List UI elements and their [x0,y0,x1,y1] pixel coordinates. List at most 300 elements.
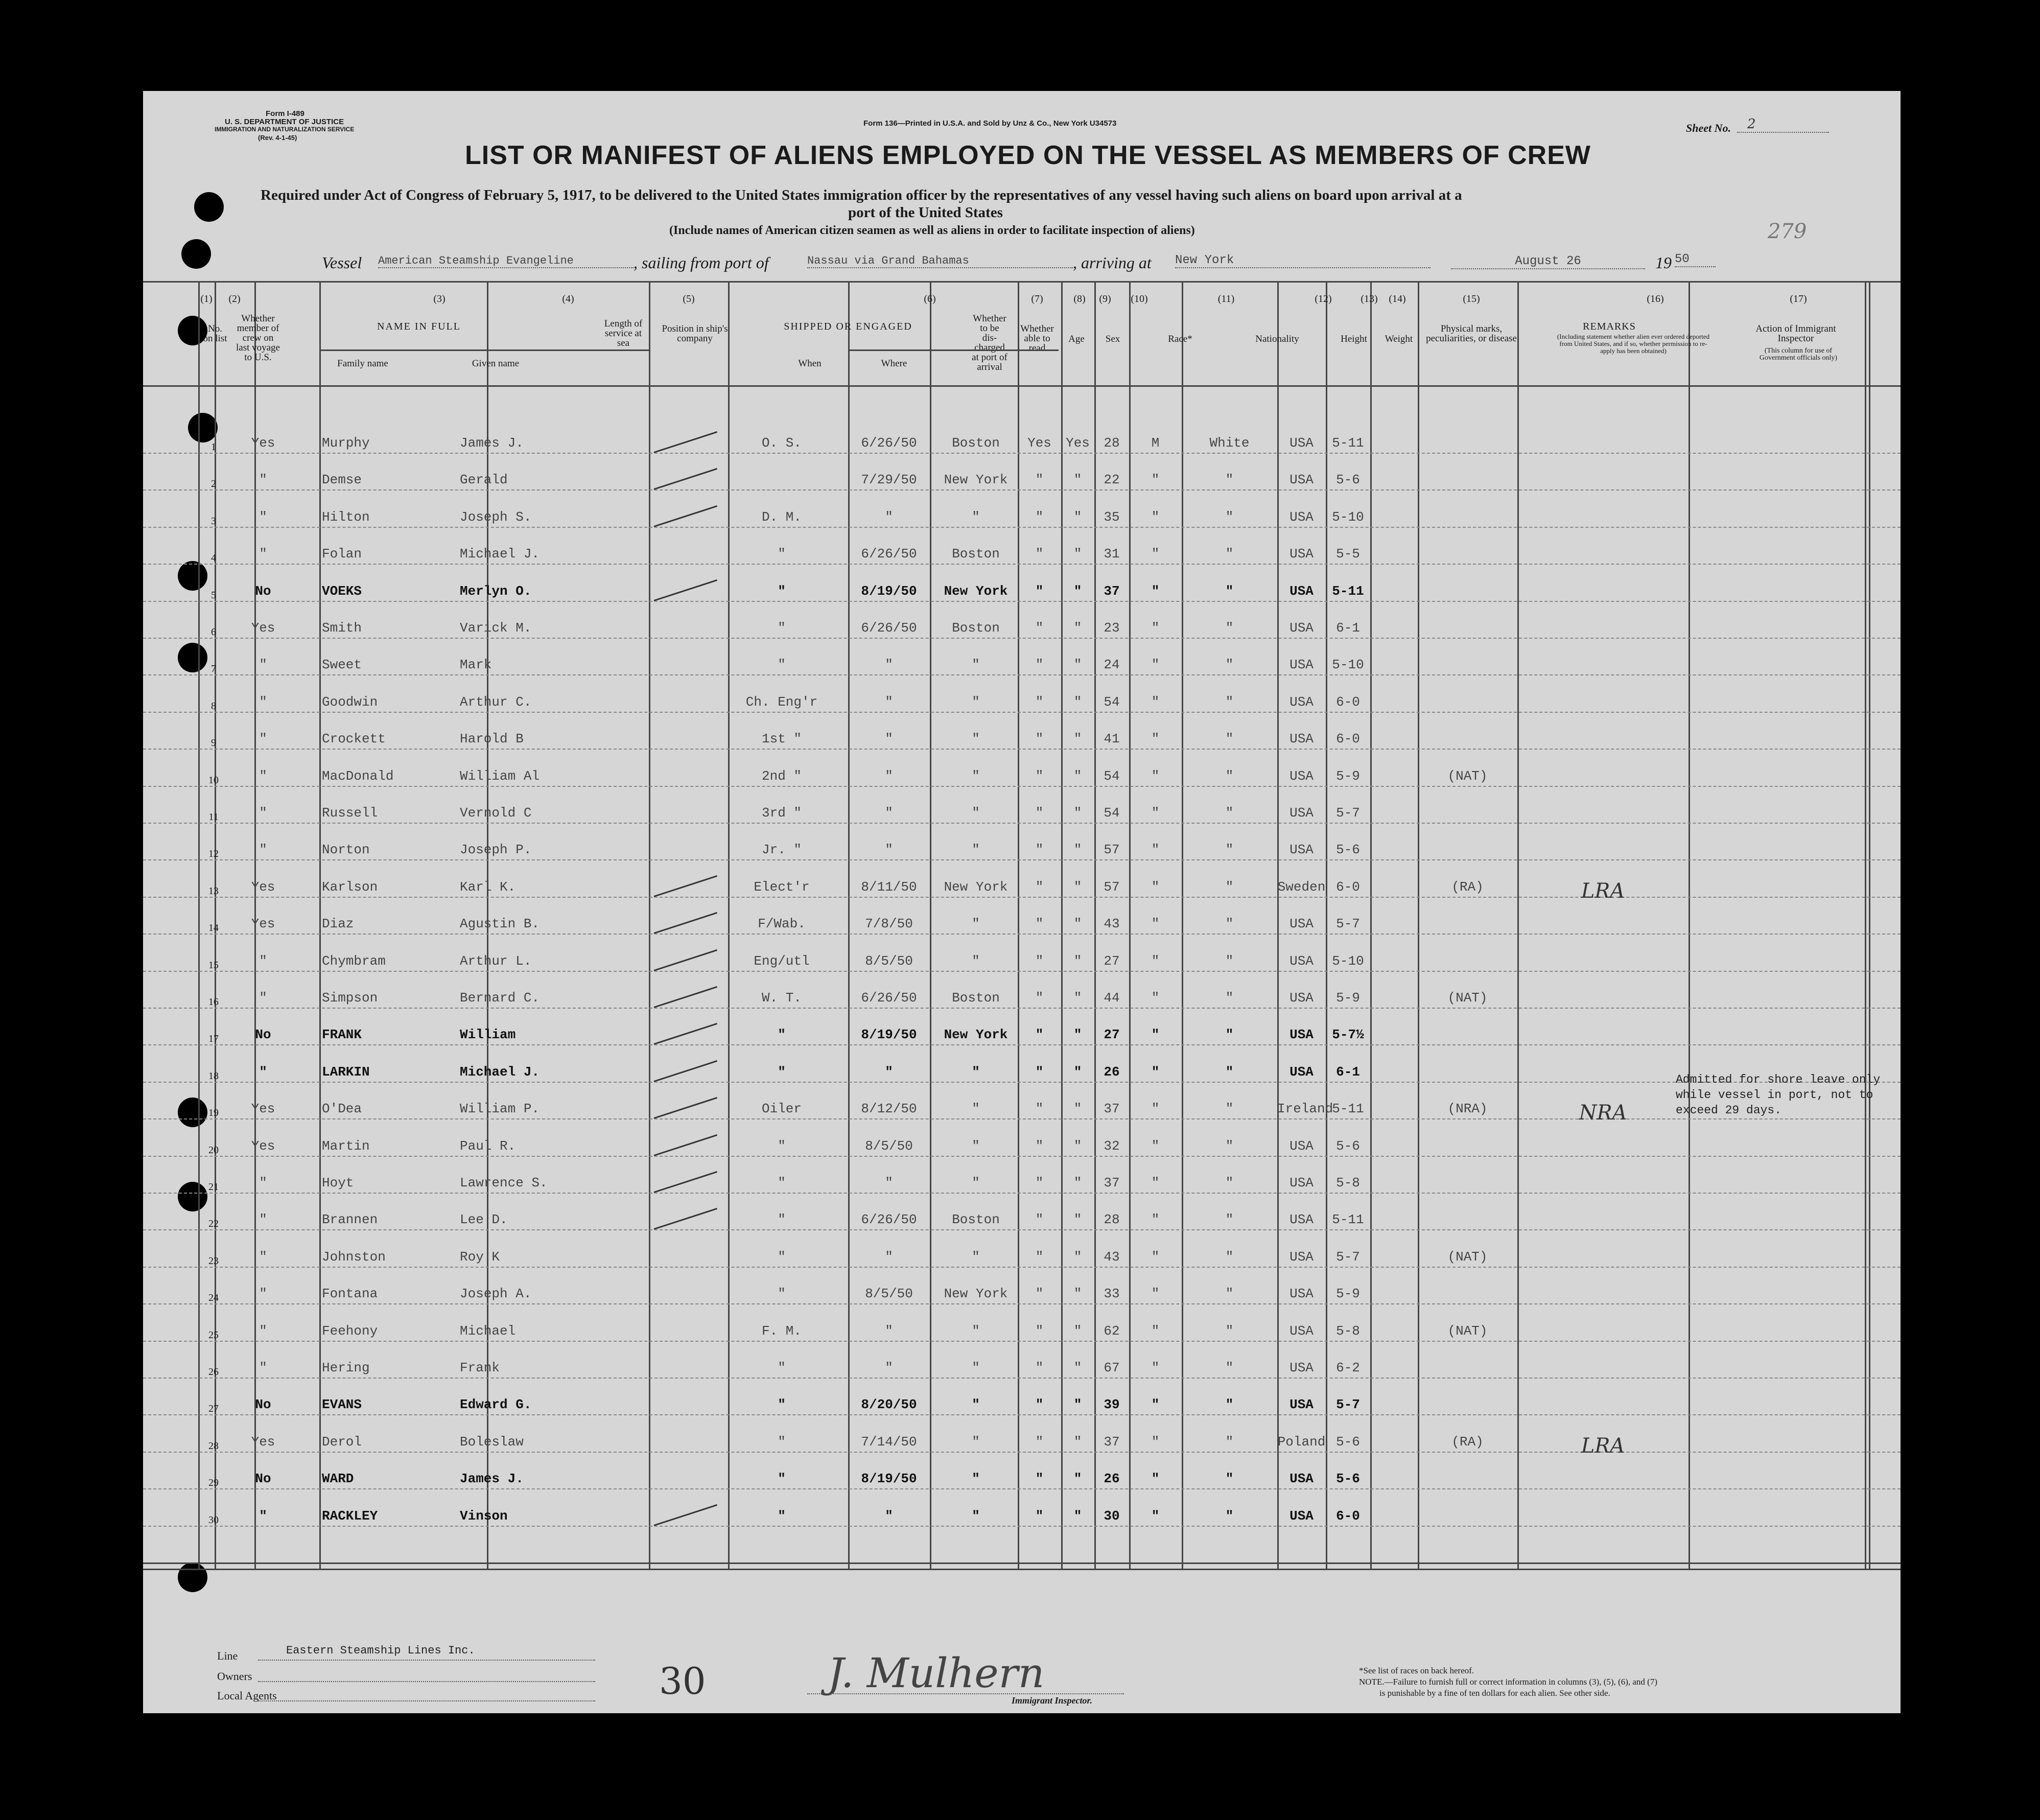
arriving-port: New York [1175,253,1431,268]
cell-pos: " [778,1249,786,1265]
cell-disch: " [1035,1175,1044,1191]
cell-age: 31 [1104,546,1120,562]
cell-height: 5-9 [1336,1286,1360,1302]
cell-disch: " [1035,472,1044,488]
owners-label: Owners [217,1670,252,1683]
cell-no: 1 [211,441,216,453]
cell-nat: USA [1289,509,1314,525]
cell-read: " [1073,1360,1082,1375]
cell-when: 8/19/50 [861,583,917,599]
cell-height: 5-11 [1332,435,1364,451]
cell-nat: USA [1289,768,1314,784]
cell-nat: USA [1289,1397,1314,1413]
cell-height: 6-1 [1336,620,1360,636]
cell-nat: USA [1289,620,1314,636]
cell-given: James J. [460,435,524,451]
cell-sex: " [1151,731,1160,747]
cell-prev: " [259,768,267,784]
cell-prev: Yes [251,1434,275,1450]
cell-nat: USA [1289,472,1314,488]
cell-nat: Poland [1277,1434,1326,1450]
year-prefix: 19 [1655,253,1672,272]
cell-given: James J. [460,1471,524,1487]
cell-when: 8/11/50 [861,879,917,895]
cell-nat: USA [1289,1212,1314,1228]
cell-nat: USA [1289,1064,1314,1080]
cell-disch: " [1035,1249,1044,1265]
cell-no: 3 [211,515,216,527]
cell-where: Boston [952,990,1000,1006]
cell-given: Joseph S. [460,509,532,525]
cell-when: 8/19/50 [861,1471,917,1487]
cell-pos: 3rd " [761,805,802,821]
cell-no: 26 [208,1366,219,1378]
cell-given: William P. [460,1101,540,1117]
header-height: Height [1341,334,1367,344]
cell-race: " [1225,1471,1234,1487]
cell-read: " [1073,1323,1082,1339]
cell-age: 35 [1104,509,1120,525]
cell-nat: USA [1289,953,1314,969]
cell-height: 6-1 [1336,1064,1360,1080]
cell-given: William Al [460,768,540,784]
cell-where: New York [944,1286,1008,1302]
cell-pos: " [778,1471,786,1487]
cell-height: 6-0 [1336,694,1360,710]
cell-family: Diaz [322,916,354,932]
cell-race: " [1225,583,1234,599]
cell-sex: " [1151,842,1160,858]
cell-nat: USA [1289,1323,1314,1339]
form-number: Form I-489 [266,109,304,118]
cell-disch: " [1035,694,1044,710]
row-rule [143,453,1901,454]
cell-when: 8/20/50 [861,1397,917,1413]
cell-no: 28 [208,1440,219,1452]
cell-race: " [1225,1397,1234,1413]
cell-where: New York [944,583,1008,599]
cell-sex: " [1151,1027,1160,1043]
cell-sex: " [1151,583,1160,599]
cell-given: Merlyn O. [460,583,532,599]
header-no: No. on list [203,323,227,344]
cell-height: 5-10 [1332,509,1364,525]
cell-age: 23 [1104,620,1120,636]
cell-nat: USA [1289,1027,1314,1043]
cell-no: 9 [211,737,216,749]
cell-no: 27 [208,1403,219,1415]
cell-prev: " [259,731,267,747]
cell-family: Norton [322,842,370,858]
row-rule [143,1008,1901,1009]
page-title: LIST OR MANIFEST OF ALIENS EMPLOYED ON THE VESSEL AS MEMBERS OF CREW [465,141,1591,170]
cell-age: 54 [1104,805,1120,821]
cell-when: 6/26/50 [861,1212,917,1228]
column-number: (16) [1647,293,1664,305]
cell-read: " [1073,1397,1082,1413]
cell-age: 43 [1104,1249,1120,1265]
column-number: (12) [1315,293,1332,305]
cell-where: " [972,1249,980,1265]
cell-disch: " [1035,1323,1044,1339]
cell-height: 6-0 [1336,1508,1360,1524]
service-tick-mark [654,949,718,971]
cell-given: Michael J. [460,546,540,562]
cell-family: Murphy [322,435,370,451]
cell-phys: (NAT) [1447,990,1488,1006]
header-action-sub: (This column for use of Government officials only) [1759,347,1838,362]
service-tick-mark [654,468,718,490]
cell-no: 21 [208,1181,219,1193]
cell-race: " [1225,694,1234,710]
cell-family: Johnston [322,1249,386,1265]
cell-sex: " [1151,1360,1160,1375]
cell-disch: " [1035,768,1044,784]
cell-sex: " [1151,916,1160,932]
cell-given: Lee D. [460,1212,508,1228]
cell-race: " [1225,1249,1234,1265]
header-shipped: SHIPPED OR ENGAGED [784,321,912,332]
service-tick-mark [654,875,718,897]
cell-sex: " [1151,1064,1160,1080]
cell-given: Agustin B. [460,916,540,932]
cell-when: 7/29/50 [861,472,917,488]
cell-age: 44 [1104,990,1120,1006]
cell-age: 33 [1104,1286,1120,1302]
cell-prev: " [259,953,267,969]
row-rule [143,489,1901,491]
cell-prev: " [259,472,267,488]
cell-read: " [1073,953,1082,969]
header-nationality: Nationality [1255,334,1299,344]
cell-age: 37 [1104,583,1120,599]
table-bottom-border [143,1562,1901,1564]
cell-where: " [972,1175,980,1191]
cell-prev: " [259,1175,267,1191]
cell-race: " [1225,990,1234,1006]
column-number: (8) [1073,293,1086,305]
cell-prev: Yes [251,435,275,451]
cell-no: 11 [208,811,219,823]
cell-prev: " [259,990,267,1006]
cell-when: 7/8/50 [865,916,913,932]
cell-where: " [972,1508,980,1524]
cell-age: 22 [1104,472,1120,488]
cell-given: Vernold C [460,805,532,821]
cell-race: " [1225,1323,1234,1339]
cell-read: " [1073,916,1082,932]
sheet-label: Sheet No. [1686,122,1731,134]
cell-sex: " [1151,1175,1160,1191]
row-rule [143,934,1901,935]
subtitle: Required under Act of Congress of February 5, 1917, to be delivered to the United States immigration officer by the representatives of any vessel having such aliens on board upon arrival at a [261,187,1462,203]
column-number: (11) [1217,293,1235,305]
cell-sex: " [1151,546,1160,562]
header-age: Age [1068,334,1085,344]
cell-height: 5-10 [1332,657,1364,673]
cell-age: 57 [1104,842,1120,858]
page-stamp: 279 [1768,220,1807,243]
cell-when: " [885,1323,893,1339]
cell-read: " [1073,1027,1082,1043]
cell-prev: " [259,1064,267,1080]
cell-given: Varick M. [460,620,532,636]
cell-when: " [885,1064,893,1080]
row-rule [143,1341,1901,1342]
cell-disch: " [1035,1027,1044,1043]
cell-height: 5-8 [1336,1175,1360,1191]
cell-nat: USA [1289,731,1314,747]
penalty-note-2: is punishable by a fine of ten dollars for each alien. See other side. [1379,1688,1610,1698]
cell-when: 6/26/50 [861,435,917,451]
cell-race: " [1225,1101,1234,1117]
cell-sex: " [1151,1212,1160,1228]
cell-disch: " [1035,1397,1044,1413]
cell-pos: " [778,1508,786,1524]
cell-race: " [1225,472,1234,488]
cell-given: Paul R. [460,1138,516,1154]
cell-pos: " [778,1175,786,1191]
cell-prev: " [259,842,267,858]
cell-race: " [1225,1286,1234,1302]
cell-when: 6/26/50 [861,546,917,562]
cell-family: EVANS [322,1397,362,1413]
column-number: (4) [562,293,574,305]
cell-pos: Jr. " [761,842,802,858]
cell-no: 18 [208,1070,219,1082]
row-rule [143,601,1901,602]
cell-family: Fontana [322,1286,378,1302]
cell-sex: " [1151,620,1160,636]
cell-height: 5-6 [1336,472,1360,488]
cell-when: 8/19/50 [861,1027,917,1043]
cell-sex: " [1151,768,1160,784]
cell-no: 5 [211,589,216,601]
cell-where: " [972,768,980,784]
cell-disch: " [1035,509,1044,525]
cell-prev: " [259,1249,267,1265]
cell-nat: USA [1289,842,1314,858]
cell-read: Yes [1066,435,1090,451]
inspector-signature: J. Mulhern [828,1649,1045,1697]
inspector-label: Immigrant Inspector. [1012,1695,1093,1706]
cell-disch: " [1035,620,1044,636]
cell-pos: " [778,1212,786,1228]
service-tick-mark [654,986,718,1008]
cell-height: 5-7 [1336,916,1360,932]
cell-given: Roy K [460,1249,500,1265]
cell-read: " [1073,805,1082,821]
column-rule [649,281,650,1569]
header-when: When [798,358,822,369]
arrival-date: August 26 [1451,254,1645,269]
cell-no: 4 [211,552,216,564]
row-rule [143,564,1901,565]
cell-sex: " [1151,657,1160,673]
cell-where: " [972,1434,980,1450]
cell-disch: " [1035,731,1044,747]
header-length-service: Length of service at sea [604,318,643,348]
cell-height: 5-11 [1332,1212,1364,1228]
binder-hole [178,1562,207,1592]
row-rule [143,1414,1901,1415]
cell-read: " [1073,1175,1082,1191]
cell-sex: " [1151,1471,1160,1487]
cell-read: " [1073,1286,1082,1302]
row-rule [143,638,1901,639]
cell-height: 5-5 [1336,546,1360,562]
column-rule [1865,281,1866,1569]
cell-prev: Yes [251,916,275,932]
column-number: (6) [924,293,936,305]
header-discharged: Whether to be dis-charged at port of arrival [972,313,1007,372]
cell-where: " [972,509,980,525]
cell-phys: (NAT) [1447,1249,1488,1265]
cell-when: " [885,731,893,747]
manifest-sheet [143,91,1901,1713]
cell-given: Mark [460,657,492,673]
service: IMMIGRATION AND NATURALIZATION SERVICE [215,126,355,133]
row-rule [143,823,1901,824]
cell-nat: USA [1289,694,1314,710]
cell-no: 17 [208,1033,219,1045]
cell-pos: " [778,583,786,599]
cell-when: " [885,1175,893,1191]
cell-where: " [972,805,980,821]
admission-note: Admitted for shore leave only while vessel in port, not to exceed 29 days. [1676,1073,1881,1117]
row-rule [143,859,1901,860]
cell-pos: " [778,1027,786,1043]
sailing-port: Nassau via Grand Bahamas [807,254,1073,268]
cell-read: " [1073,1249,1082,1265]
cell-no: 19 [208,1107,219,1119]
cell-pos: " [778,1138,786,1154]
cell-prev: " [259,1323,267,1339]
cell-height: 5-7 [1336,1397,1360,1413]
cell-height: 5-7 [1336,805,1360,821]
cell-family: Demse [322,472,362,488]
cell-phys: (NRA) [1447,1101,1488,1117]
cell-read: " [1073,583,1082,599]
cell-prev: Yes [251,879,275,895]
cell-nat: USA [1289,990,1314,1006]
cell-when: " [885,657,893,673]
cell-given: Arthur C. [460,694,532,710]
cell-no: 24 [208,1292,219,1304]
cell-phys: (NAT) [1447,768,1488,784]
cell-family: Brannen [322,1212,378,1228]
cell-height: 6-0 [1336,731,1360,747]
cell-where: " [972,1397,980,1413]
cell-no: 6 [211,626,216,638]
cell-pos: " [778,1397,786,1413]
cell-when: " [885,1249,893,1265]
cell-disch: " [1035,583,1044,599]
row-rule [143,1156,1901,1157]
line-label: Line [217,1649,238,1662]
column-number: (17) [1790,293,1807,305]
cell-given: Bernard C. [460,990,540,1006]
cell-disch: " [1035,1138,1044,1154]
cell-sex: " [1151,509,1160,525]
cell-pos: Elect'r [754,879,810,895]
cell-race: " [1225,842,1234,858]
binder-hole [178,561,207,591]
cell-nat: Sweden [1277,879,1326,895]
cell-nat: USA [1289,1138,1314,1154]
subtitle-3: (Include names of American citizen seamen as well as aliens in order to facilitate inspection of aliens) [669,224,1195,237]
header-family-name: Family name [337,358,388,369]
cell-read: " [1073,842,1082,858]
cell-when: " [885,842,893,858]
cell-where: Boston [952,546,1000,562]
cell-age: 43 [1104,916,1120,932]
arriving-label: , arriving at [1073,253,1152,272]
cell-no: 16 [208,996,219,1008]
cell-read: " [1073,472,1082,488]
cell-nat: USA [1289,1360,1314,1375]
cell-age: 26 [1104,1471,1120,1487]
cell-race: " [1225,1434,1234,1450]
cell-race: " [1225,731,1234,747]
cell-prev: " [259,1360,267,1375]
cell-age: 37 [1104,1101,1120,1117]
row-rule [143,1193,1901,1194]
cell-race: White [1209,435,1250,451]
row-rule [143,1378,1901,1379]
row-rule [143,1526,1901,1527]
sheet-number: 2 [1737,116,1829,133]
penalty-note: NOTE.—Failure to furnish full or correct information in columns (3), (5), (6), and (7) [1359,1677,1657,1687]
column-number: (2) [228,293,241,305]
vessel-name: American Steamship Evangeline [378,254,634,268]
cell-race: " [1225,879,1234,895]
cell-sex: M [1151,435,1160,451]
cell-no: 22 [208,1218,219,1230]
cell-sex: " [1151,990,1160,1006]
cell-age: 57 [1104,879,1120,895]
cell-read: " [1073,657,1082,673]
row-rule [143,1488,1901,1489]
cell-given: Michael [460,1323,516,1339]
cell-phys: (NAT) [1447,1323,1488,1339]
cell-pos: 2nd " [761,768,802,784]
cell-nat: USA [1289,1508,1314,1524]
cell-family: Karlson [322,879,378,895]
agents-label: Local Agents [217,1689,277,1702]
cell-where: " [972,1101,980,1117]
cell-no: 8 [211,700,216,712]
cell-family: Feehony [322,1323,378,1339]
cell-family: VOEKS [322,583,362,599]
cell-height: 5-11 [1332,583,1364,599]
cell-family: Crockett [322,731,386,747]
service-tick-mark [654,1097,718,1119]
cell-prev: No [255,1397,271,1413]
row-rule [143,971,1901,972]
header-remarks: REMARKS [1583,321,1636,332]
service-tick-mark [654,579,718,601]
cell-height: 5-7½ [1332,1027,1364,1043]
department: U. S. DEPARTMENT OF JUSTICE [225,118,344,126]
cell-disch: " [1035,916,1044,932]
cell-nat: USA [1289,1471,1314,1487]
cell-disch: " [1035,1101,1044,1117]
service-tick-mark [654,1504,718,1526]
cell-height: 5-11 [1332,1101,1364,1117]
cell-disch: " [1035,1508,1044,1524]
cell-height: 6-2 [1336,1360,1360,1375]
